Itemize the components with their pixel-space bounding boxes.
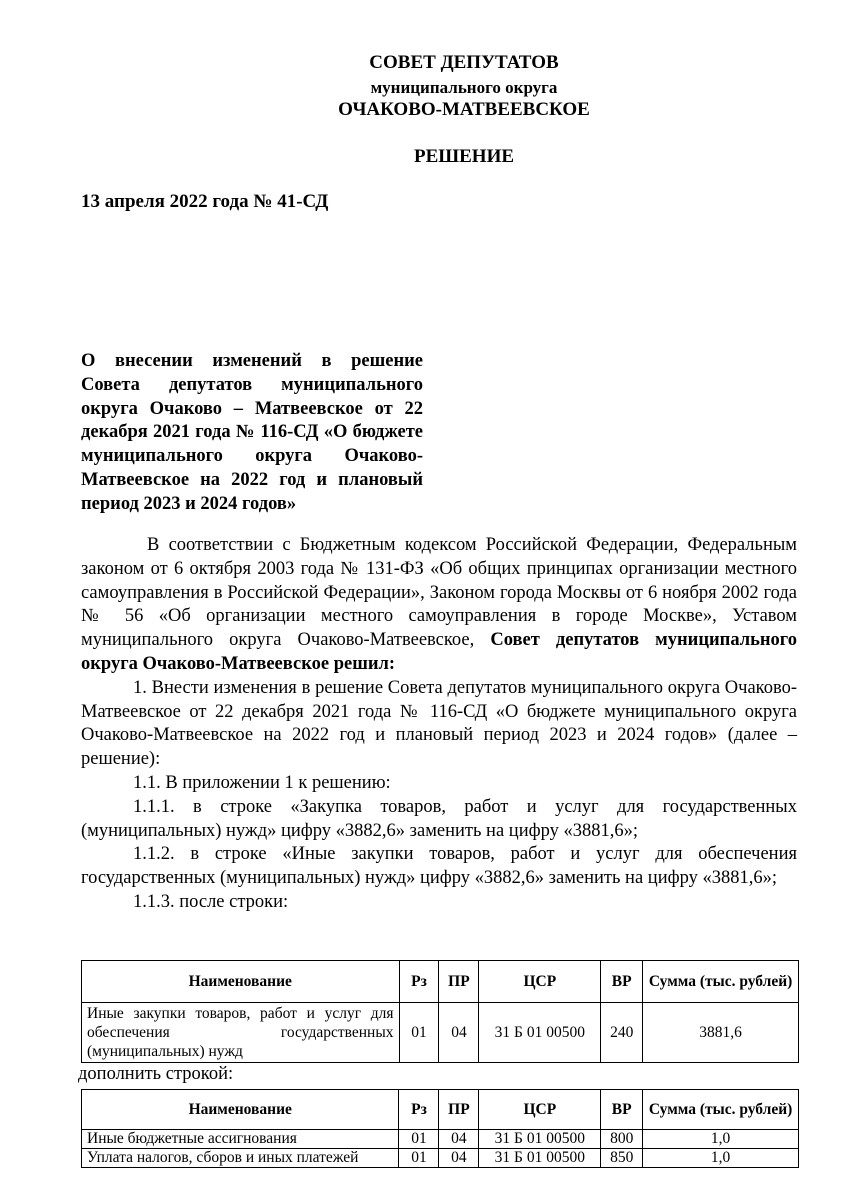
budget-table-added xyxy=(81,1089,799,1168)
row-rz: 01 xyxy=(399,1130,439,1149)
preamble-resolution: Совет депутатов муниципального округа Очаково-Матвеевское решил: xyxy=(81,630,797,674)
row-csr: 31 Б 01 00500 xyxy=(479,1130,601,1149)
row-sum: 1,0 xyxy=(643,1149,799,1168)
row-csr: 31 Б 01 00500 xyxy=(479,1149,601,1168)
row-sum: 1,0 xyxy=(643,1130,799,1149)
col-sum-header: Сумма (тыс. рублей) xyxy=(643,961,799,1003)
row-rz: 01 xyxy=(399,1149,439,1168)
council-subtitle: муниципального округа xyxy=(370,78,558,97)
table-header-row xyxy=(82,961,799,1003)
row-pr: 04 xyxy=(439,1003,479,1063)
decision-body xyxy=(81,534,797,915)
row-pr: 04 xyxy=(439,1149,479,1168)
preamble-paragraph xyxy=(81,534,797,677)
item-1-1-3: 1.1.3. после строки: xyxy=(133,891,289,912)
preamble-text: В соответствии с Бюджетным кодексом Российской Федерации, Федеральным законом от 6 октября 2003 года № 131-ФЗ «Об общих принципах организации местного самоуправления в Российской Федерации», Законом города Москвы от 6 ноября 2002 года № 56 «Об организации местного самоуправления в городе Москве», Уставом муниципального округа Очаково-Матвеевское, xyxy=(81,535,797,651)
col-name-header: Наименование xyxy=(82,961,400,1003)
table-header-row xyxy=(82,1090,799,1130)
item-1-1-1: 1.1.1. в строке «Закупка товаров, работ и услуг для государственных (муниципальных) нужд» цифру «3882,6» заменить на цифру «3881,6»; xyxy=(81,796,797,841)
table-row xyxy=(82,1003,799,1063)
col-name-header: Наименование xyxy=(82,1090,399,1130)
council-title: СОВЕТ ДЕПУТАТОВ xyxy=(369,52,559,73)
document-type: РЕШЕНИЕ xyxy=(413,146,515,167)
row-vr: 240 xyxy=(601,1003,643,1063)
table-row xyxy=(82,1130,799,1149)
item-1-1: 1.1. В приложении 1 к решению: xyxy=(133,772,391,793)
row-name: Уплата налогов, сборов и иных платежей xyxy=(82,1149,399,1168)
decision-subject: О внесении изменений в решение Совета депутатов муниципального округа Очаково – Матвеевское от 22 декабря 2021 года № 116-СД «О бюджете муниципального округа Очаково-Матвеевское на 2022 год и плановый период 2023 и 2024 годов» xyxy=(81,351,423,514)
col-vr-header: ВР xyxy=(601,1090,643,1130)
row-vr: 850 xyxy=(601,1149,643,1168)
supplement-label: дополнить строкой: xyxy=(78,1064,234,1084)
district-name: ОЧАКОВО-МАТВЕЕВСКОЕ xyxy=(338,99,590,120)
date-number: 13 апреля 2022 года № 41-СД xyxy=(81,191,329,212)
col-pr-header: ПР xyxy=(439,961,479,1003)
row-pr: 04 xyxy=(439,1130,479,1149)
row-name: Иные бюджетные ассигнования xyxy=(82,1130,399,1149)
row-name: Иные закупки товаров, работ и услуг для обеспечения государственных (муниципальных) нужд xyxy=(82,1003,400,1063)
row-vr: 800 xyxy=(601,1130,643,1149)
col-pr-header: ПР xyxy=(439,1090,479,1130)
item-1-1-2: 1.1.2. в строке «Иные закупки товаров, работ и услуг для обеспечения государственных (муниципальных) нужд» цифру «3882,6» заменить на цифру «3881,6»; xyxy=(81,844,797,889)
col-vr-header: ВР xyxy=(601,961,643,1003)
row-csr: 31 Б 01 00500 xyxy=(479,1003,601,1063)
item-1: 1. Внести изменения в решение Совета депутатов муниципального округа Очаково-Матвеевское от 22 декабря 2021 года № 116-СД «О бюджете муниципального округа Очаково-Матвеевское на 2022 год и плановый период 2023 и 2024 годов» (далее – решение): xyxy=(81,677,797,770)
col-sum-header: Сумма (тыс. рублей) xyxy=(643,1090,799,1130)
row-rz: 01 xyxy=(399,1003,439,1063)
col-rz-header: Рз xyxy=(399,1090,439,1130)
table-row xyxy=(82,1149,799,1168)
col-csr-header: ЦСР xyxy=(479,961,601,1003)
row-sum: 3881,6 xyxy=(643,1003,799,1063)
col-rz-header: Рз xyxy=(399,961,439,1003)
budget-table-existing xyxy=(81,960,799,1063)
col-csr-header: ЦСР xyxy=(479,1090,601,1130)
